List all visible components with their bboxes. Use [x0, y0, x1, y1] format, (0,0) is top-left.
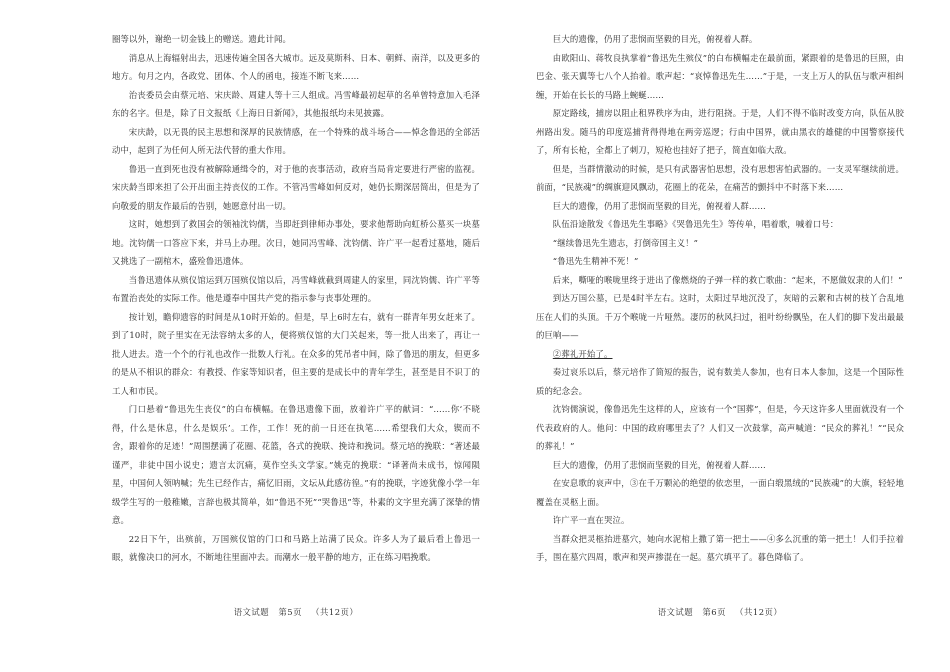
- paragraph: 由欧阳山、蒋牧良执掌着“鲁迅先生殡仪”的白布横幅走在最前面，紧跟着的是鲁迅的巨照，由巴金、张天翼等七八个人抬着。歌声起：“哀悼鲁迅先生……”于是，一支上万人的队伍与歌声相纠缠，开始在长长的马路上蜿蜒……: [536, 52, 904, 100]
- paragraph: 鲁迅一直到死也没有被解除通缉令的，对于他的丧事活动，政府当局肯定要进行严密的监视。宋庆龄当即来担了公开出面主持丧仪的工作。不管冯雪峰如何反对，她仍长期深居简出，但是为了向敬爱的朋友作最后的告别，她愿意付出一切。: [112, 163, 480, 211]
- paragraph: “继续鲁迅先生遗志，打倒帝国主义！”: [552, 237, 699, 248]
- paragraph: 22日下午，出殡前，万国殡仪馆的门口和马路上站满了民众。许多人为了最后看上鲁迅一眼，就像决口的河水，不断地往里面冲去。而潮水一般平静的地方，正在练习唱挽歌。: [112, 533, 480, 562]
- right-page-footer: [536, 606, 904, 618]
- paragraph: 巨大的遗像，仍用了悲悯而坚毅的目光，俯视着人群。: [552, 34, 758, 44]
- footer-page-number: 第6页: [702, 607, 726, 617]
- footer-page-total: （共12页）: [735, 607, 783, 617]
- paragraph: 巨大的遗像，仍用了悲悯而坚毅的目光，俯视着人群……: [552, 200, 766, 211]
- paragraph: 消息从上海辐射出去，迅速传遍全国各大城市。远及莫斯科、日本、朝鲜、南洋，以及更多的地方。旬月之内，各政党、团体、个人的函电，接连不断飞来……: [112, 52, 480, 81]
- paragraph: 到达万国公墓，已是4时半左右。这时，太阳过早地沉没了，灰暗的云絮和古树的枝丫合乱地压在人们的头顶。千万个喉咙一片哑然。凄厉的秋风扫过，祖叶纷纷飘坠，在人们的脚下发出最最的巨响——: [536, 293, 904, 340]
- left-page-footer: [112, 606, 480, 618]
- paragraph: 宋庆龄，以无畏的民主思想和深厚的民族情感，在一个特殊的战斗场合——悼念鲁迅的全部活动中，起到了为任何人所无法代替的重大作用。: [112, 126, 480, 155]
- left-page: [112, 30, 480, 610]
- paragraph: 这时，她想到了救国会的领袖沈钧儒，当即赶到律师办事处，要求他帮助向虹桥公墓买一块墓地。沈钧儒一口答应下来，并马上办理。次日，她同冯雪峰、沈钧儒、许广平一起看过墓地，随后又挑选了一副棺木，盛殓鲁迅遗体。: [112, 219, 480, 266]
- paragraph: 当鲁迅遗体从殡仪馆运到万国殡仪馆以后，冯雪峰就截到周建人的家里，同沈钧儒、许广平等布置治丧处的实际工作。他是遵奉中国共产党的指示参与丧事处理的。: [112, 274, 480, 303]
- paragraph: 许广平一直在哭泣。: [552, 515, 630, 525]
- footer-subject: 语文试题: [233, 607, 270, 617]
- footer-page-total: （共12页）: [311, 607, 359, 617]
- paragraph: 巨大的遗像，仍用了悲悯而坚毅的目光，俯视着人群……: [552, 459, 766, 470]
- paragraph: 当群众把灵柩抬进墓穴，她向水泥棺上撒了第一把土——④多么沉重的第一把土！人们手拉着手，围在墓穴四周，歌声和哭声掺混在一起。墓穴填平了。暮色降临了。: [536, 533, 904, 562]
- paragraph: 后来，嘶哑的喉咙里终于进出了像燃烧的子弹一样的救亡歌曲：“起来，不愿做奴隶的人们！”: [552, 274, 903, 285]
- paragraph: 但是，当群情激动的时候，是只有武器害怕思想，没有思想害怕武器的。一支灵军继续前进。前面，“民族魂”的绸旗迎风飘动，花圈上的花朵，在痛苦的颤抖中不时落下来……: [536, 163, 904, 192]
- paragraph: 沈钧儒演说，像鲁迅先生这样的人，应该有一个“国葬”，但是，今天这许多人里面就没有一个代表政府的人。他问：中国的政府哪里去了？人们又一次鼓掌，高声喊道：“民众的葬礼！”“民众的葬礼！”: [536, 404, 904, 451]
- right-page: [536, 30, 904, 610]
- paragraph: 门口悬着“鲁迅先生丧仪”的白布横幅。在鲁迅遗像下面，放着许广平的献词：“……你‘不晓得，什么是休息，什么是娱乐’。工作，工作！死的前一日还在执笔……希望我们大众，锲而不舍，跟着你的足迹！”周围摆满了花圈、花篮，各式的挽联、挽诗和挽词。蔡元培的挽联：“著述最谨严，非徒中国小说史；遗言太沉痛，莫作空头文学家。”姚克的挽联：“译著尚未成书，惊闻陨星，中国何人领呐喊；先生已经作古，痛忆旧雨，文坛从此感彷徨。”有的挽联，字迹犹像小学一年级学生写的一般稚嫩，言辞也极其简单，如“鲁迅不死”“哭鲁迅”等，朴素的文字里充满了深挚的情意。: [112, 404, 480, 525]
- paragraph: 奏过哀乐以后，蔡元培作了简短的报告，说有数美人参加，也有日本人参加，这是一个国际性质的纪念会。: [536, 367, 904, 396]
- footer-subject: 语文试题: [657, 607, 694, 617]
- paragraph: 按计划，瞻仰遗容的时间是从10时开始的。但是，早上6时左右，就有一群青年男女赶来了。到了10时，院子里实在无法容纳太多的人，便将殡仪馆的大门关起来，等一批人出来了，再让一批人进去。造一个个的行礼也改作一批数人行礼。在众多的凭吊者中间，除了鲁迅的朋友，但更多的是从不相识的群众：有教授、作家等知识者，但主要的是成长中的青年学生，甚至是目不识丁的工人和市民。: [112, 311, 480, 396]
- paragraph: ②葬礼开始了。: [552, 348, 613, 359]
- paragraph: 原定路线，捕房以阻止租界秩序为由，进行阻挠。于是，人们不得不临时改变方向，队伍从胶州路出发。随马的印度巡捕背得得地在两旁巡逻；行由中国界，就由黑衣的雄健的中国警察接代了，所有长枪，全都上了刺刀，短枪也挂好了把子，简直如临大敌。: [536, 108, 904, 155]
- footer-page-number: 第5页: [278, 607, 302, 617]
- paragraph: “鲁迅先生精神不死！”: [552, 256, 639, 266]
- paragraph: 队伍沿途散发《鲁迅先生事略》《哭鲁迅先生》等传单，唱着歌，喊着口号：: [552, 219, 839, 229]
- paragraph: 在安息歌的哀声中，③在千万颗沁的绝望的依恋里，一面白缎黑绒的“民族魂”的大旗，轻轻地覆盖在灵柩上面。: [536, 478, 904, 507]
- paragraph: 治丧委员会由蔡元培、宋庆龄、周建人等十三人组成。冯雪峰最初起草的名单曾特意加入毛泽东的名字。但是，除了日文报纸《上海日日新闻》，其他报纸均未见披露。: [112, 89, 480, 118]
- paragraph: 圈等以外，谢绝一切金钱上的赠送。遗此计闻。: [112, 34, 292, 44]
